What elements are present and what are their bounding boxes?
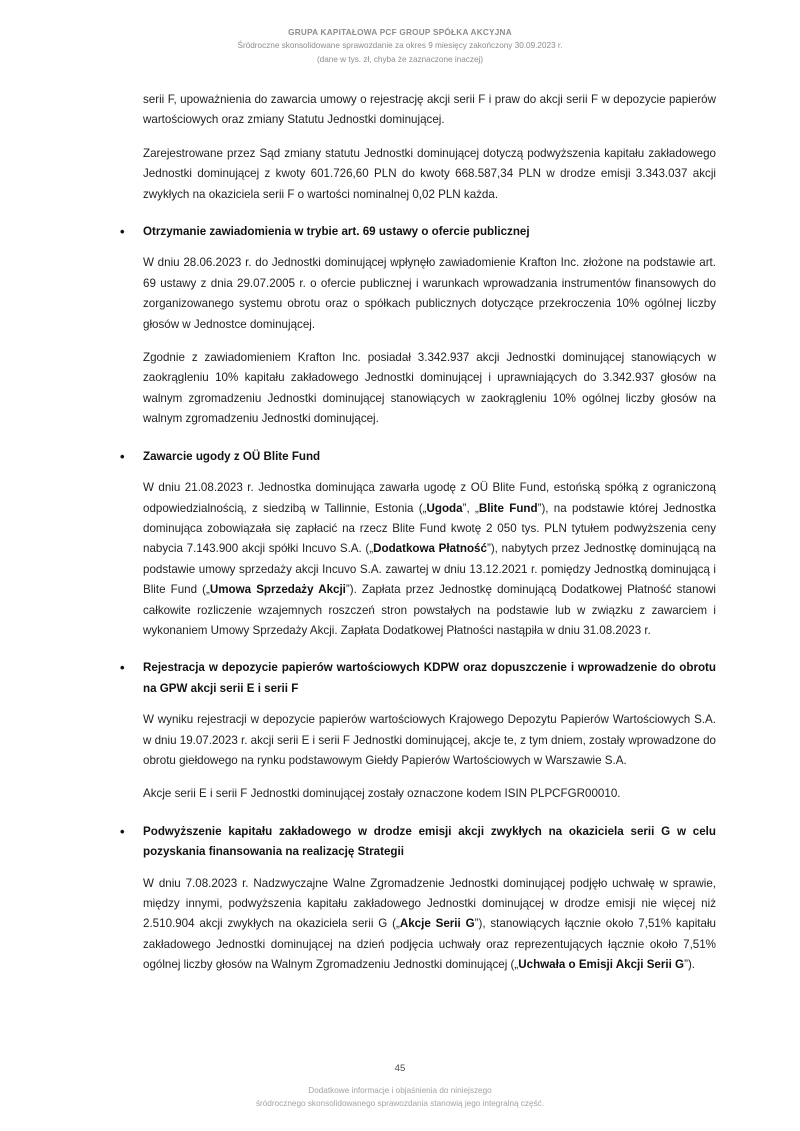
page-number: 45 [394, 1063, 406, 1074]
footer-line-2: śródrocznego skonsolidowanego sprawozdania stanowią jego integralną część. [255, 1099, 545, 1108]
capital-seg-3: ”). [684, 958, 696, 972]
bullet-heading-kdpw-label: Rejestracja w depozycie papierów wartościowych KDPW oraz dopuszczenie i wprowadzenie do obrotu na GPW akcji serii E i serii F [143, 661, 716, 695]
capital-seg-2: ”), stanowiących łącznie około 7,51% kapitału zakładowego Jednostki dominującej na dzień podjęcia uchwały oraz reprezentujących łącznie około 7,51% ogólnej liczby głosów na Walnym Zgromadzeniu Jednostki dominującej („ [143, 917, 716, 972]
settlement-term-dodatkowa-platnosc: Dodatkowa Płatność [373, 542, 487, 556]
document-body [120, 90, 716, 976]
paragraph-kdpw-1: W wyniku rejestracji w depozycie papierów wartościowych Krajowego Depozytu Papierów Wartościowych S.A. w dniu 19.07.2023 r. akcji serii E i serii F Jednostki dominującej, akcje te, z tym dniem, zostały wprowadzone do obrotu giełdowego na rynku podstawowym Giełdy Papierów Wartościowych w Warszawie S.A. [143, 713, 716, 767]
bullet-dot-icon: • [120, 448, 125, 464]
bullet-heading-kdpw [120, 658, 716, 699]
paragraph-notification-2: Zgodnie z zawiadomieniem Krafton Inc. posiadał 3.342.937 akcji Jednostki dominującej stanowiących w zaokrągleniu 10% kapitału zakładowego Jednostki dominującej i uprawniających do 3.342.937 głosów na walnym zgromadzeniu Jednostki dominującej stanowiących w zaokrągleniu 10% ogólnej liczby głosów na walnym zgromadzeniu Jednostki dominującej. [143, 351, 716, 426]
settlement-term-umowa-sprzedazy: Umowa Sprzedaży Akcji [209, 583, 346, 597]
paragraph-sad-zmiany: Zarejestrowane przez Sąd zmiany statutu Jednostki dominującej dotyczą podwyższenia kapitału zakładowego Jednostki dominującej z kwoty 601.726,60 PLN do kwoty 668.587,34 PLN w drodze emisji 3.343.037 akcji zwykłych na okaziciela serii F o wartości nominalnej 0,02 PLN każda. [143, 146, 716, 201]
header-report-period: Śródroczne skonsolidowane sprawozdanie za okres 9 miesięcy zakończony 30.09.2023 r. [237, 41, 563, 50]
paragraph-continuation: serii F, upoważnienia do zawarcia umowy o rejestrację akcji serii F i praw do akcji serii F w depozycie papierów wartościowych oraz zmiany Statutu Jednostki dominującej. [143, 93, 716, 127]
paragraph-settlement-1 [143, 478, 716, 641]
bullet-heading-capital-increase-label: Podwyższenie kapitału zakładowego w drodze emisji akcji zwykłych na okaziciela serii G w celu pozyskania finansowania na realizację Strategii [143, 824, 716, 859]
paragraph-kdpw-2: Akcje serii E i serii F Jednostki dominującej zostały oznaczone kodem ISIN PLPCFGR00010. [143, 787, 621, 801]
paragraph-notification-1: W dniu 28.06.2023 r. do Jednostki dominującej wpłynęło zawiadomienie Krafton Inc. złożone na podstawie art. 69 ustawy z dnia 29.07.2005 r. o ofercie publicznej i warunkach wprowadzania instrumentów finansowych do zorganizowanego systemu obrotu oraz o spółkach publicznych dotyczące przekroczenia 10% ogólnej liczby głosów w Jednostce dominującej. [143, 256, 716, 331]
settlement-seg-2: ”, „ [462, 501, 479, 515]
settlement-seg-4: ”), nabytych przez Jednostkę dominującą na podstawie umowy sprzedaży akcji Incuvo S.A. zawartej w dniu 13.12.2021 r. pomiędzy Jednostką dominującą i Blite Fund („ [143, 542, 716, 597]
bullet-heading-notification [120, 222, 716, 242]
header-units-note: (dane w tys. zł, chyba że zaznaczone inaczej) [316, 55, 484, 64]
bullet-heading-notification-label: Otrzymanie zawiadomienia w trybie art. 69 ustawy o ofercie publicznej [143, 225, 530, 239]
settlement-seg-3: ”), na podstawie której Jednostka dominująca zobowiązała się zapłacić na rzecz Blite Fund kwotę 2 050 tys. PLN tytułem podwyższenia ceny nabycia 7.143.900 akcji spółki Incuvo S.A. („ [143, 501, 716, 556]
footer-line-1: Dodatkowe informacje i objaśnienia do niniejszego [308, 1086, 492, 1095]
settlement-term-blite-fund: Blite Fund [478, 501, 538, 515]
bullet-heading-settlement-label: Zawarcie ugody z OÜ Blite Fund [143, 449, 321, 463]
bullet-dot-icon: • [120, 224, 125, 240]
settlement-seg-5: ”). Zapłata przez Jednostkę dominującą Dodatkowej Płatność stanowi całkowite rozliczenie wzajemnych roszczeń stron powstałych na podstawie lub w związku z zawarciem i wykonaniem Umowy Sprzedaży Akcji. Zapłata Dodatkowej Płatności nastąpiła w dniu 31.08.2023 r. [143, 583, 716, 637]
bullet-dot-icon: • [120, 823, 125, 839]
paragraph-capital-increase-1 [143, 874, 716, 976]
header-company-name: GRUPA KAPITAŁOWA PCF GROUP SPÓŁKA AKCYJNA [288, 28, 512, 37]
bullet-heading-capital-increase [120, 822, 716, 863]
capital-term-akcje-serii-g: Akcje Serii G [399, 917, 475, 931]
settlement-term-ugoda: Ugoda [426, 501, 463, 515]
settlement-seg-1: W dniu 21.08.2023 r. Jednostka dominująca zawarła ugodę z OÜ Blite Fund, estońską spółką z ograniczoną odpowiedzialnością, z siedzibą w Tallinnie, Estonia („ [143, 481, 716, 515]
capital-term-uchwala-o-emisji: Uchwała o Emisji Akcji Serii G [518, 958, 685, 972]
capital-seg-1: W dniu 7.08.2023 r. Nadzwyczajne Walne Zgromadzenie Jednostki dominującej podjęło uchwałę w sprawie, między innymi, podwyższenia kapitału zakładowego Jednostki dominującej w drodze emisji nie więcej niż 2.510.904 akcji zwykłych na okaziciela serii G („ [143, 876, 716, 931]
bullet-heading-settlement [120, 447, 716, 467]
bullet-dot-icon: • [120, 660, 125, 676]
document-footer [100, 1084, 700, 1110]
document-header [100, 26, 700, 67]
